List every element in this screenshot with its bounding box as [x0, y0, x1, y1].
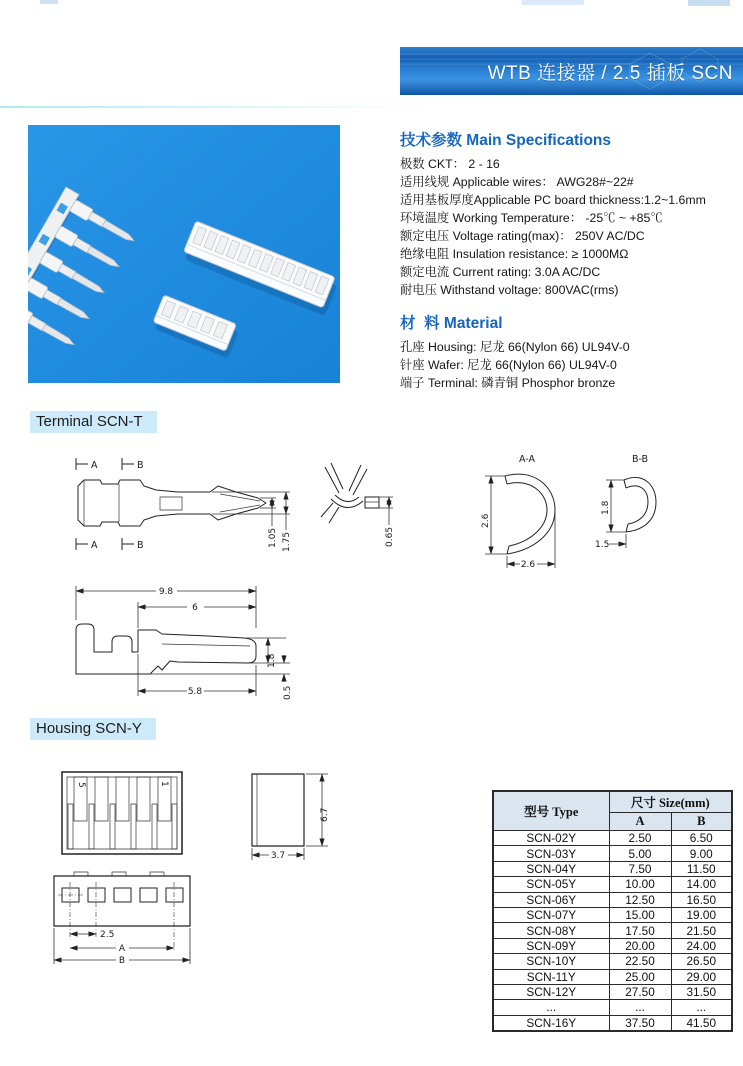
col-header-size: 尺寸 Size(mm) [609, 791, 732, 813]
cell-b: ... [671, 1000, 732, 1015]
specs-section [400, 128, 743, 392]
section-marker-a: A [91, 460, 98, 471]
spec-line: 额定电压 Voltage rating(max)： 250V AC/DC [400, 229, 645, 243]
material-section [400, 311, 743, 392]
table-header-row [493, 791, 732, 813]
material-line: 针座 Wafer: 尼龙 66(Nylon 66) UL94V-0 [400, 358, 617, 372]
cell-b: 24.00 [671, 938, 732, 953]
dim-overall-length: 9.8 [158, 587, 174, 597]
cell-type: SCN-03Y [493, 846, 609, 861]
table-row [493, 923, 732, 938]
section-marker-b: B [137, 540, 144, 551]
spec-line: 适用基板厚度Applicable PC board thickness:1.2~1.6mm [400, 193, 706, 207]
cell-type: SCN-05Y [493, 877, 609, 892]
cell-a: 37.50 [609, 1015, 671, 1031]
cell-type: SCN-02Y [493, 831, 609, 846]
header-banner [400, 47, 743, 95]
dim-bb-height: 1.8 [601, 500, 611, 515]
dim-aa-height: 2.6 [481, 513, 491, 528]
cell-type: SCN-16Y [493, 1015, 609, 1031]
cell-type: SCN-08Y [493, 923, 609, 938]
cell-b: 11.50 [671, 861, 732, 876]
dim-pitch: 2.5 [100, 930, 115, 940]
table-row [493, 877, 732, 892]
table-row [493, 907, 732, 922]
cell-type: ... [493, 1000, 609, 1015]
pin-number-5: 5 [76, 782, 86, 788]
cell-b: 31.50 [671, 984, 732, 999]
material-title: 材 料 Material [400, 315, 503, 332]
table-row [493, 831, 732, 846]
cell-b: 14.00 [671, 877, 732, 892]
cell-type: SCN-04Y [493, 861, 609, 876]
dim-body-height: 1.8 [267, 653, 277, 668]
section-aa-drawing [465, 452, 575, 570]
table-row [493, 969, 732, 984]
dim-overall-height: 1.75 [282, 531, 292, 552]
cell-b: 16.50 [671, 892, 732, 907]
scan-artifact [40, 0, 58, 4]
spec-line: 极数 CKT： 2 - 16 [400, 157, 500, 171]
section-aa-title: A-A [518, 454, 536, 465]
section-bb-title: B-B [631, 454, 649, 465]
scan-artifact-line [0, 106, 430, 108]
cell-type: SCN-06Y [493, 892, 609, 907]
cell-a: 27.50 [609, 984, 671, 999]
cell-a: 5.00 [609, 846, 671, 861]
dim-side-height: 6.7 [320, 807, 330, 822]
spec-line: 耐电压 Withstand voltage: 800VAC(rms) [400, 283, 619, 297]
table-row [493, 984, 732, 999]
housing-side-view-drawing [248, 770, 336, 862]
cell-a: 7.50 [609, 861, 671, 876]
cell-b: 41.50 [671, 1015, 732, 1031]
size-table [492, 790, 733, 1032]
cell-a: 10.00 [609, 877, 671, 892]
section-label-housing: Housing SCN-Y [30, 718, 156, 740]
terminal-profile-drawing [58, 578, 298, 703]
col-header-a: A [609, 813, 671, 831]
section-bb-drawing [592, 452, 677, 564]
cell-b: 21.50 [671, 923, 732, 938]
table-row [493, 1000, 732, 1015]
cell-a: 22.50 [609, 954, 671, 969]
cell-a: 17.50 [609, 923, 671, 938]
terminal-front-view-drawing [295, 455, 415, 555]
section-label-terminal: Terminal SCN-T [30, 411, 157, 433]
table-row [493, 938, 732, 953]
spec-line: 绝缘电阻 Insulation resistance: ≥ 1000MΩ [400, 247, 629, 261]
section-marker-b: B [137, 460, 144, 471]
cell-b: 29.00 [671, 969, 732, 984]
cell-type: SCN-10Y [493, 954, 609, 969]
page-title: WTB 连接器 / 2.5 插板 SCN [487, 62, 733, 84]
table-row [493, 861, 732, 876]
spec-line: 适用线规 Applicable wires： AWG28#~22# [400, 175, 634, 189]
cell-type: SCN-12Y [493, 984, 609, 999]
pin-number-1: 1 [159, 781, 169, 787]
dim-aa-width: 2.6 [520, 560, 536, 570]
housing-bottom-view-drawing [48, 866, 213, 974]
section-marker-a: A [91, 540, 98, 551]
cell-a: 12.50 [609, 892, 671, 907]
scan-artifact [522, 0, 584, 5]
table-row [493, 892, 732, 907]
cell-type: SCN-11Y [493, 969, 609, 984]
cell-type: SCN-09Y [493, 938, 609, 953]
material-line: 孔座 Housing: 尼龙 66(Nylon 66) UL94V-0 [400, 340, 630, 354]
cell-a: 2.50 [609, 831, 671, 846]
dim-side-width: 3.7 [270, 851, 286, 861]
spec-line: 环境温度 Working Temperature： -25℃ ~ +85℃ [400, 211, 663, 225]
housing-front-view-drawing [60, 770, 185, 858]
cell-a: 25.00 [609, 969, 671, 984]
cell-a: 20.00 [609, 938, 671, 953]
cell-b: 26.50 [671, 954, 732, 969]
terminal-side-view-drawing [60, 450, 295, 558]
cell-b: 19.00 [671, 907, 732, 922]
scan-artifact [688, 0, 730, 6]
material-line: 端子 Terminal: 磷青铜 Phosphor bronze [400, 376, 616, 390]
cell-b: 9.00 [671, 846, 732, 861]
dim-bb-width: 1.5 [595, 540, 610, 550]
dim-front-width: 0.65 [385, 526, 395, 547]
table-row [493, 1015, 732, 1031]
dim-body-length: 6 [192, 603, 198, 613]
table-row [493, 954, 732, 969]
specs-title: 技术参数 Main Specifications [400, 132, 612, 149]
col-header-b: B [671, 813, 732, 831]
cell-a: ... [609, 1000, 671, 1015]
cell-b: 6.50 [671, 831, 732, 846]
dim-pin-height: 1.05 [268, 527, 278, 548]
cell-type: SCN-07Y [493, 907, 609, 922]
dim-b-label: B [118, 956, 126, 966]
dim-barb-depth: 0.5 [283, 685, 293, 700]
col-header-type: 型号 Type [493, 791, 609, 831]
dim-a-label: A [118, 944, 126, 954]
dim-bottom-length: 5.8 [187, 687, 203, 697]
product-photo [28, 125, 340, 383]
spec-line: 额定电流 Current rating: 3.0A AC/DC [400, 265, 601, 279]
cell-a: 15.00 [609, 907, 671, 922]
table-row [493, 846, 732, 861]
